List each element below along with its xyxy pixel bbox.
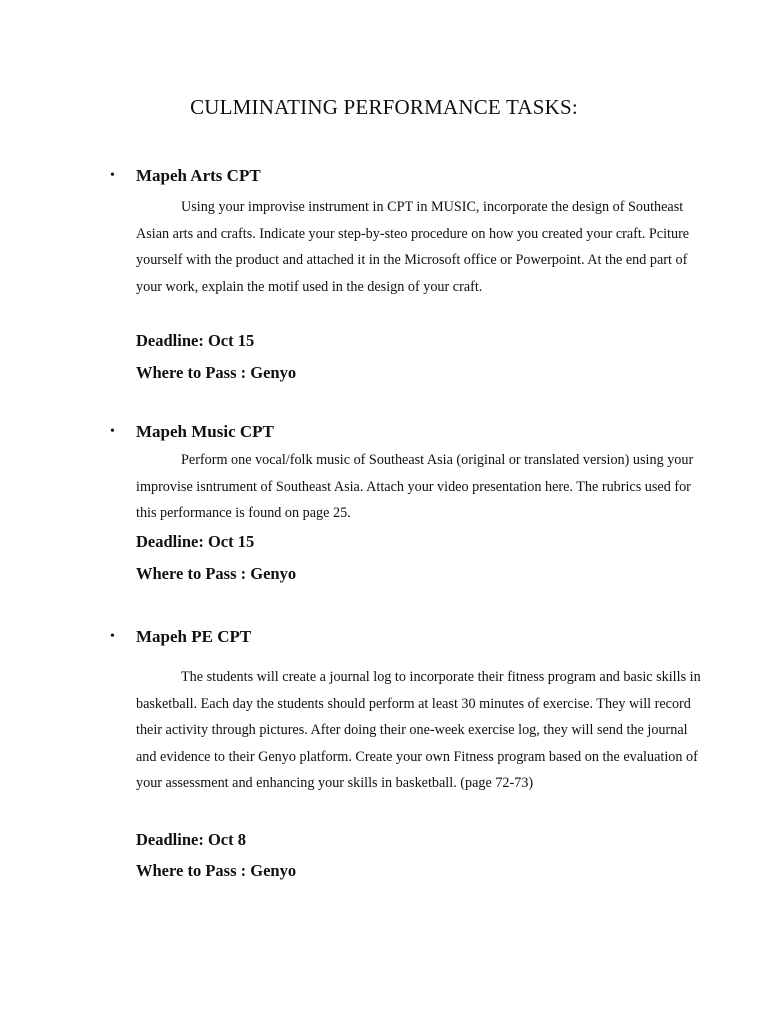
section-description: Perform one vocal/folk music of Southeast Asia (original or translated version) using your improvise isntrument of Southeast Asia. Attach your video presentation here. The rubrics used for this performance is found on page 25. bbox=[136, 452, 694, 521]
deadline-text: Deadline: Oct 15 bbox=[136, 331, 255, 350]
where-to-pass-text: Where to Pass : Genyo bbox=[136, 564, 297, 583]
bullet-icon: • bbox=[110, 629, 115, 644]
where-to-pass-text: Where to Pass : Genyo bbox=[136, 363, 297, 382]
section-heading: Mapeh PE CPT bbox=[136, 627, 252, 646]
bullet-icon: • bbox=[110, 424, 115, 439]
deadline-text: Deadline: Oct 8 bbox=[136, 830, 246, 849]
section-description: The students will create a journal log to incorporate their fitness program and basic skills in basketball. Each day the students should perform at least 30 minutes of exercise. They will record their activity through pictures. After doing their one-week exercise log, they will send the journal and evidence to their Genyo platform. Create your own Fitness program based on the evaluation of your assessment and enhancing your skills in basketball. (page 72-73) bbox=[136, 669, 701, 791]
deadline-text: Deadline: Oct 15 bbox=[136, 532, 255, 551]
section-heading: Mapeh Arts CPT bbox=[136, 166, 261, 185]
section-heading: Mapeh Music CPT bbox=[136, 422, 274, 441]
bullet-icon: • bbox=[110, 168, 115, 183]
section-description: Using your improvise instrument in CPT in MUSIC, incorporate the design of Southeast Asian arts and crafts. Indicate your step-by-steo procedure on how you created your craft. Pciture yourself with the product and attached it in the Microsoft office or Powerpoint. At the end part of your work, explain the motif used in the design of your craft. bbox=[136, 199, 690, 295]
document-title: CULMINATING PERFORMANCE TASKS: bbox=[190, 95, 578, 119]
where-to-pass-text: Where to Pass : Genyo bbox=[136, 861, 297, 880]
